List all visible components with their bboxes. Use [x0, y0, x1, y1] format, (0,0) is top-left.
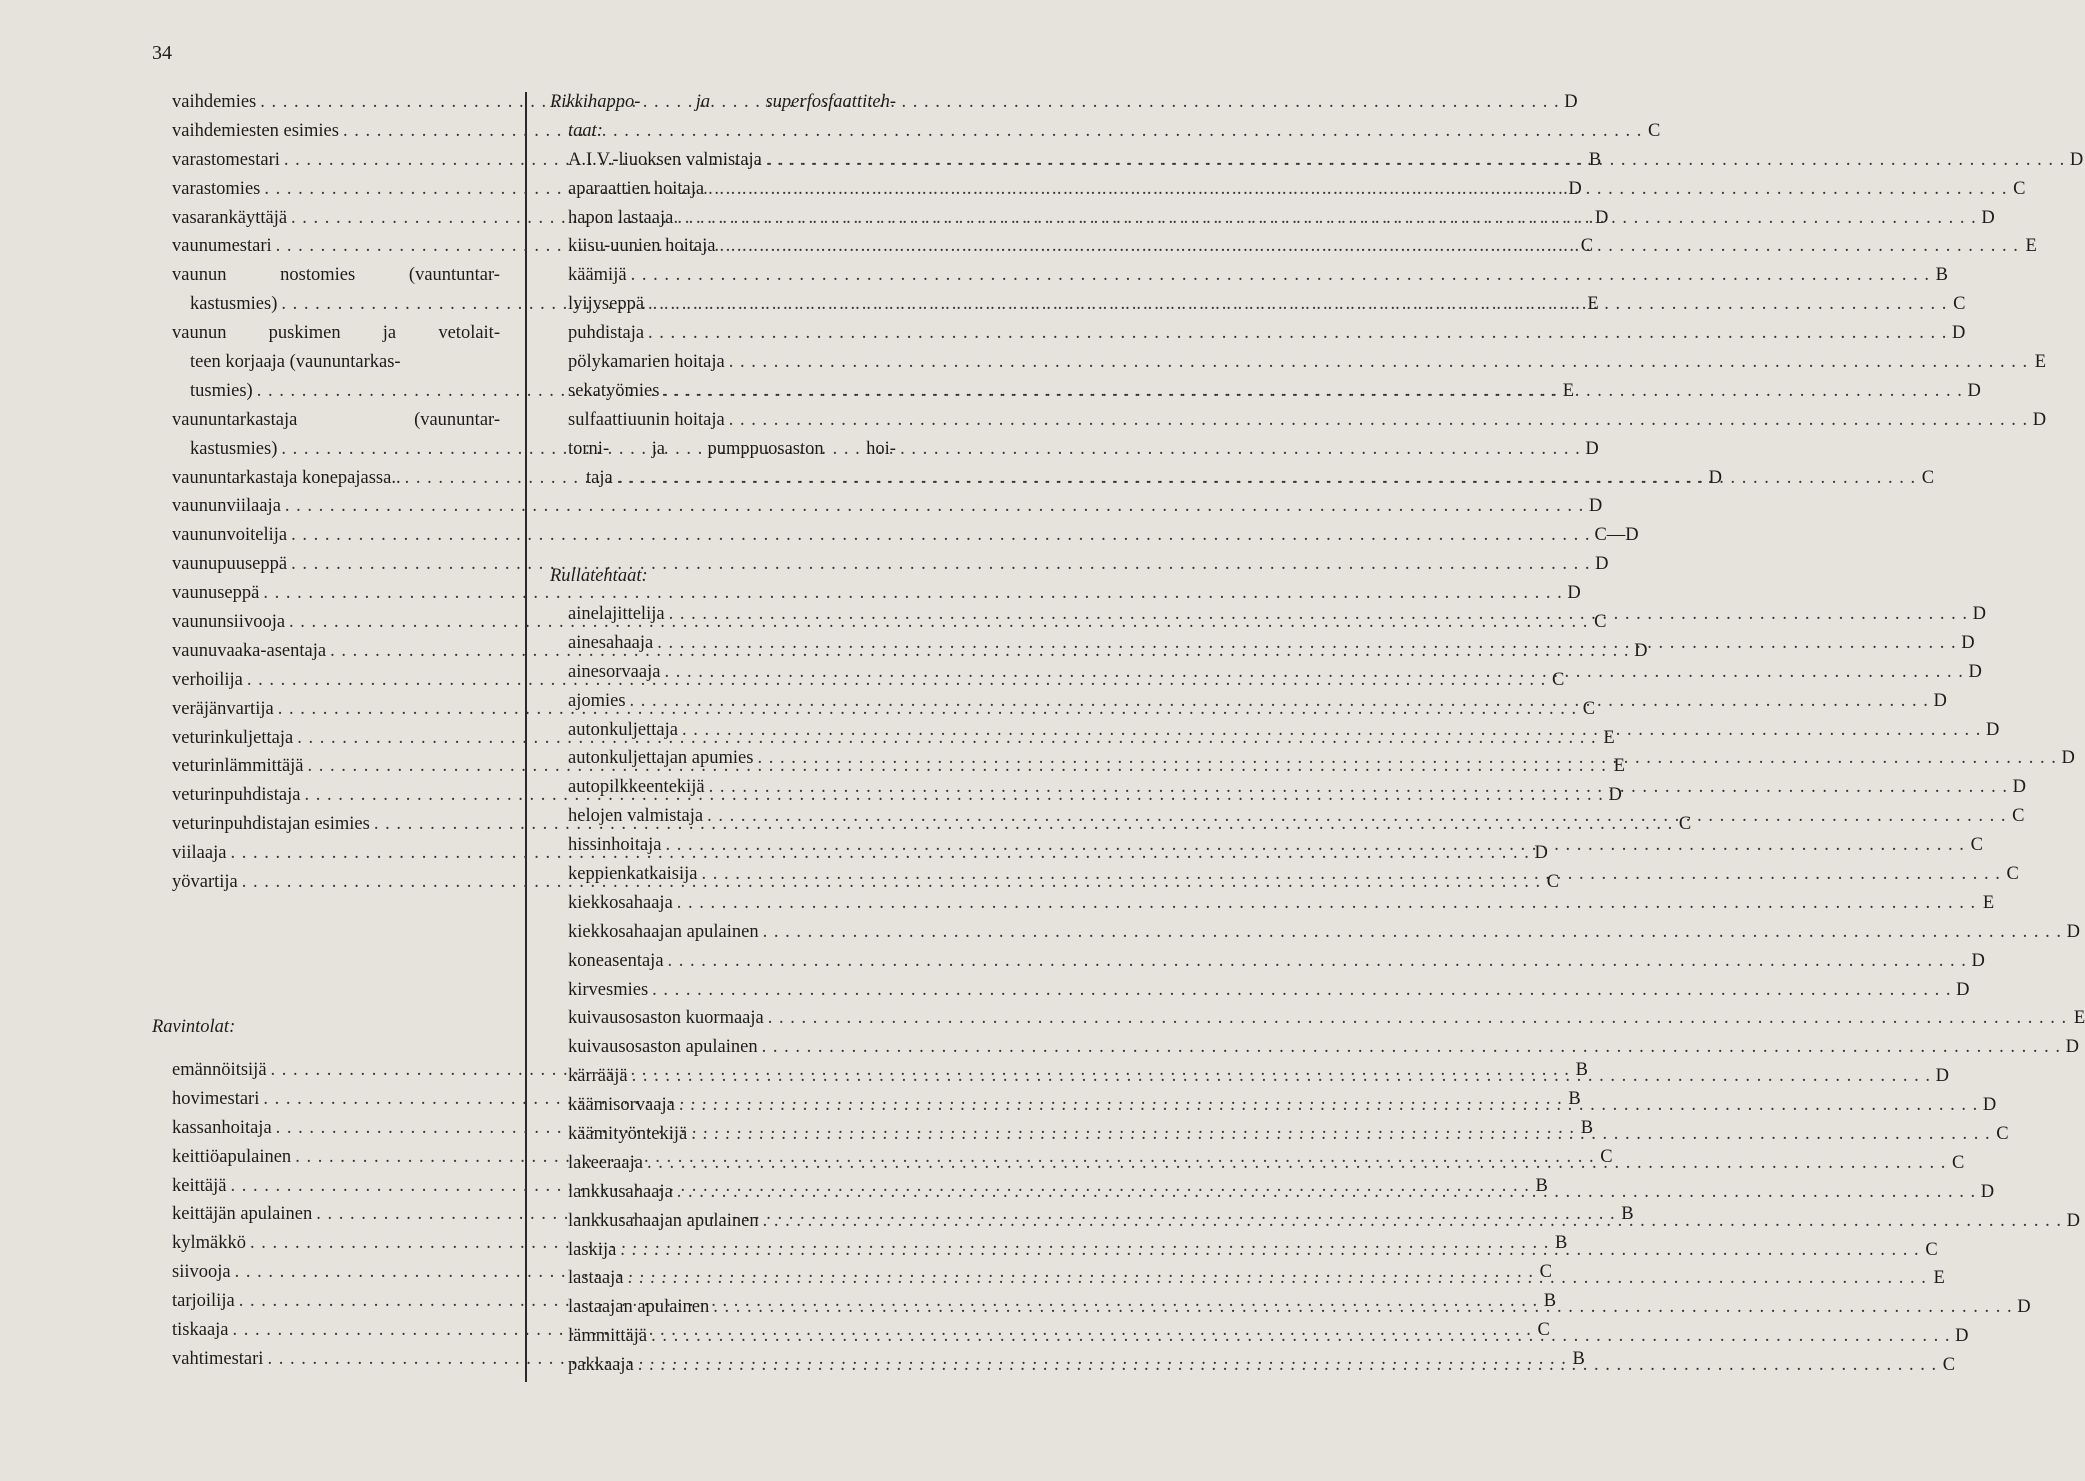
entry-name: ainesahaaja [568, 632, 654, 653]
grade: D [2066, 1210, 2080, 1231]
list-item [172, 464, 1722, 493]
leader-dots [260, 88, 1559, 117]
entry-text: ja [382, 323, 397, 344]
grade: D [1952, 323, 1966, 344]
grade: C [1996, 1124, 2009, 1145]
grade: C—D [1594, 525, 1639, 546]
grade: D [1534, 843, 1548, 864]
grade: C [2012, 806, 2025, 827]
grade: D [1595, 554, 1609, 575]
leader-dots [668, 947, 1967, 976]
grade: B [1535, 1175, 1548, 1196]
entry-name: vaihdemies [172, 92, 257, 112]
grade: D [1708, 467, 1722, 488]
list-item [568, 1351, 1956, 1380]
entry-text: (vauntuntar- [408, 265, 500, 286]
grade: D [1568, 178, 1582, 199]
list-item [172, 579, 1581, 608]
entry-text: kastusmies) [190, 294, 278, 315]
entry-name: kylmäkkö [172, 1233, 246, 1254]
list-item [568, 1264, 1945, 1293]
list-item [568, 1149, 1965, 1178]
grade: D [1968, 661, 1982, 682]
entry-name: veturinpuhdistaja [172, 785, 301, 806]
list-item [568, 687, 1947, 716]
list-item [172, 492, 1603, 521]
grade: D [1634, 640, 1648, 661]
entry-name: A.I.V.-liuoksen valmistaja [568, 149, 762, 170]
grade: D [1972, 604, 1986, 624]
entry-name: sekatyömies [568, 380, 660, 401]
list-item [568, 204, 1995, 233]
entry-name: kärrääjä [568, 1066, 628, 1087]
grade: D [1967, 380, 1981, 401]
entry-name: ainesorvaaja [568, 661, 661, 682]
entry-name: lyijyseppä [568, 294, 645, 315]
grade: C [1546, 872, 1560, 893]
leader-dots [657, 629, 1956, 658]
entry-name: kiekkosahaajan apulainen [568, 921, 759, 942]
leader-dots [701, 860, 2000, 889]
grade: D [1567, 583, 1581, 604]
grade: C [1580, 236, 1594, 257]
entry-name: vaunumestari [172, 236, 272, 257]
leader-dots [682, 716, 1981, 745]
leader-dots [647, 1149, 1946, 1178]
grade: B [1580, 1117, 1594, 1138]
leader-dots [708, 175, 2007, 204]
grade: C [1678, 814, 1692, 835]
grade: D [1980, 1181, 1995, 1202]
grade: C [1582, 698, 1596, 719]
leader-dots [713, 1293, 2012, 1322]
list-item [568, 1293, 2031, 1322]
leader-dots [648, 290, 1947, 319]
entry-name: autonkuljettaja [568, 719, 678, 740]
grade: D [2069, 149, 2084, 170]
grade: D [2061, 748, 2075, 769]
entry-name: varastomies [172, 178, 261, 199]
entry-name: veturinkuljettaja [172, 727, 294, 748]
list-item [172, 521, 1639, 550]
rikkihappo-list [568, 146, 2084, 435]
entry-name: koneasentaja [568, 950, 664, 971]
entry-text: vaunun [172, 265, 227, 286]
list-item [568, 232, 2037, 261]
grade: D [1588, 496, 1603, 517]
entry-name: tiskaaja [172, 1320, 229, 1341]
grade: E [1587, 294, 1599, 315]
entry-name: autopilkkeentekijä [568, 777, 705, 798]
leader-dots [709, 773, 2008, 802]
entry-name: hissinhoitaja [568, 835, 662, 856]
grade: D [1961, 632, 1975, 653]
grade: D [1955, 1326, 1969, 1347]
grade: B [1555, 1233, 1568, 1254]
grade: C [1537, 1320, 1550, 1341]
grade: C [1921, 467, 1935, 488]
grade: D [1564, 92, 1578, 112]
leader-dots [757, 744, 2056, 773]
grade: D [1933, 690, 1947, 711]
section-title-rikkihappo-cont: taat: [568, 120, 603, 141]
rullatehtaat-list [568, 600, 2085, 1380]
entry-name: verhoilija [172, 669, 243, 690]
list-item [568, 1091, 1997, 1120]
list-item [568, 860, 2019, 889]
list-item [568, 744, 2075, 773]
entry-name: keppienkatkaisija [568, 864, 698, 885]
grade: D [1981, 207, 1995, 228]
grade: C [1539, 1262, 1552, 1283]
grade: B [1621, 1204, 1634, 1225]
leader-dots [707, 802, 2006, 831]
grade: C [1594, 612, 1607, 633]
list-item [568, 348, 2047, 377]
entry-text: (vaununtar- [414, 409, 500, 430]
entry-name: vaunupuuseppä [172, 554, 288, 575]
list-item [568, 261, 1948, 290]
grade: D [1971, 950, 1985, 971]
leader-dots [666, 831, 1965, 860]
list-item [568, 716, 2000, 745]
leader-dots [729, 406, 2028, 435]
entry-name: lankkusahaajan apulainen [568, 1210, 759, 1231]
leader-dots [768, 1004, 2067, 1033]
grade: B [1588, 149, 1602, 170]
grade: C [1600, 1146, 1613, 1167]
grade: E [1562, 380, 1575, 401]
grade: B [1543, 1291, 1557, 1312]
entry-name: käämijä [568, 265, 627, 286]
list-item [568, 773, 2027, 802]
leader-dots [763, 918, 2062, 947]
leader-dots [617, 464, 1916, 493]
grade: B [1568, 1088, 1581, 1109]
leader-dots [620, 1236, 1919, 1265]
leader-dots [343, 117, 1642, 146]
entry-name: hovimestari [172, 1088, 260, 1109]
entry-name: sulfaattiuunin hoitaja [568, 409, 725, 430]
leader-dots [630, 687, 1929, 716]
leader-dots [679, 1091, 1978, 1120]
entry-name: kassanhoitaja [172, 1117, 272, 1138]
grade: D [1956, 979, 1970, 1000]
entry-name: emännöitsijä [172, 1060, 267, 1080]
leader-dots [652, 976, 1951, 1005]
entry-name: ajomies [568, 690, 626, 711]
leader-dots [729, 348, 2028, 377]
entry-name: veturinlämmittäjä [172, 756, 304, 777]
section-title-rikkihappo: Rikkihappo- ja superfosfaattiteh- [550, 92, 896, 112]
entry-name: viilaaja [172, 843, 227, 864]
entry-name: lakeeraaja [568, 1152, 643, 1173]
leader-dots [281, 435, 1580, 464]
grade: C [2006, 864, 2019, 885]
leader-dots [677, 204, 1976, 233]
grade: B [1572, 1348, 1585, 1369]
list-item [568, 629, 1975, 658]
list-item [568, 406, 2047, 435]
list-item [568, 1004, 2085, 1033]
grade: C [1648, 120, 1661, 141]
grade: D [1595, 207, 1609, 228]
entry-text: vetolait- [438, 323, 500, 344]
entry-name: pölykamarien hoitaja [568, 352, 725, 373]
leader-dots [638, 1351, 1937, 1380]
list-item [568, 1120, 2009, 1149]
list-item [568, 377, 1981, 406]
entry-name: puhdistaja [568, 323, 645, 344]
page-number: 34 [152, 42, 172, 64]
grade: C [1925, 1239, 1938, 1260]
entry-text: tusmies) [190, 380, 253, 401]
entry-name: veturinpuhdistajan esimies [172, 814, 370, 835]
entry-name: keittäjän apulainen [172, 1204, 313, 1225]
grade: E [2073, 1008, 2085, 1029]
leader-dots [677, 889, 1976, 918]
entry-name: lämmittäjä [568, 1326, 648, 1347]
grade: C [1953, 294, 1966, 315]
grade: D [1982, 1095, 1997, 1116]
entry-name: kiisu-uunien hoitaja [568, 236, 716, 257]
list-item [568, 1062, 1949, 1091]
grade: C [1942, 1355, 1956, 1376]
grade: D [1985, 719, 2000, 740]
grade: C [2013, 178, 2026, 199]
leader-dots [664, 658, 1963, 687]
grade: C [1952, 1152, 1965, 1173]
grade: E [1613, 756, 1625, 777]
section-title-ravintolat: Ravintolat: [152, 1017, 236, 1037]
entry-name: vaihdemiesten esimies [172, 120, 339, 141]
entry-text: vaununtarkastaja [172, 409, 298, 430]
grade: C [1970, 835, 1983, 856]
entry-name: laskija [568, 1239, 617, 1260]
grade: D [1935, 1066, 1949, 1087]
entry-name: lastaajan apulainen [568, 1297, 710, 1318]
grade: B [1935, 265, 1948, 286]
entry-name: lankkusahaaja [568, 1181, 673, 1202]
list-item [568, 1033, 2079, 1062]
grade: D [1585, 438, 1599, 459]
leader-dots [766, 146, 2065, 175]
entry-name: vaununviilaaja [172, 496, 281, 517]
list-item [568, 1178, 1995, 1207]
entry-name: lastaaja [568, 1268, 624, 1289]
grade: C [1551, 669, 1565, 690]
leader-dots [648, 319, 1947, 348]
leader-dots [285, 492, 1584, 521]
list-item [568, 947, 1985, 976]
entry-text: puskimen [268, 323, 341, 344]
grade: E [1603, 727, 1615, 748]
list-item [568, 889, 1995, 918]
leader-dots [719, 232, 2018, 261]
right-column [550, 88, 2084, 492]
entry-name: keittäjä [172, 1175, 227, 1196]
entry-name: kirvesmies [568, 979, 649, 1000]
leader-dots [631, 261, 1930, 290]
leader-dots [627, 1264, 1926, 1293]
list-item [568, 1322, 1969, 1351]
list-item [568, 1207, 2080, 1236]
grade: E [1933, 1268, 1945, 1289]
entry-name: hapon lastaaja [568, 207, 674, 228]
grade: E [1982, 892, 1995, 913]
entry-name: helojen valmistaja [568, 806, 704, 827]
list-item [568, 831, 1983, 860]
entry-name: veräjänvartija [172, 698, 274, 719]
entry-name: kuivausosaston kuormaaja [568, 1008, 764, 1029]
grade: D [2066, 921, 2080, 942]
leader-dots [651, 1322, 1950, 1351]
entry-torni: torni- ja pumppuosaston hoi- taja . . . C [568, 435, 896, 493]
list-item [568, 319, 1966, 348]
entry-name: autonkuljettajan apumies [568, 748, 754, 769]
entry-text: kastusmies) [190, 438, 278, 459]
grade: D [2065, 1037, 2079, 1058]
grade: D [2012, 777, 2027, 798]
list-item [568, 146, 2084, 175]
grade: B [1575, 1060, 1588, 1080]
list-item [568, 175, 2026, 204]
list-item [568, 600, 1986, 629]
entry-name: käämisorvaaja [568, 1095, 675, 1116]
list-item [568, 976, 1970, 1005]
entry-name: vaununvoitelija [172, 525, 288, 546]
entry-name: vaununtarkastaja konepajassa.. [172, 467, 401, 488]
leader-dots [763, 1207, 2062, 1236]
entry-text: teen korjaaja (vaununtarkas- [190, 352, 401, 373]
list-item [568, 290, 1966, 319]
entry-name: kiekkosahaaja [568, 892, 673, 913]
grade: E [2025, 236, 2037, 257]
list-item [568, 918, 2080, 947]
entry-text: nostomies [280, 265, 356, 286]
leader-dots [291, 521, 1590, 550]
grade: D [2032, 409, 2047, 430]
grade: D [2017, 1297, 2031, 1318]
entry-name: siivooja [172, 1262, 231, 1283]
entry-name: vaunuseppä [172, 583, 260, 604]
list-item [568, 658, 1982, 687]
entry-name: ainelajittelija [568, 604, 665, 624]
list-item [568, 1236, 1938, 1265]
leader-dots [291, 550, 1590, 579]
leader-dots [691, 1120, 1990, 1149]
section-title-rullatehtaat: Rullatehtaat: [550, 566, 648, 586]
entry-name: vahtimestari [172, 1348, 264, 1369]
leader-dots [632, 1062, 1931, 1091]
grade: E [2034, 352, 2047, 373]
entry-name: kuivausosaston apulainen [568, 1037, 758, 1058]
entry-name: käämityöntekijä [568, 1124, 688, 1145]
entry-name: vasarankäyttäjä [172, 207, 288, 228]
leader-dots [663, 377, 1962, 406]
grade: D [1608, 785, 1622, 806]
leader-dots [762, 1033, 2061, 1062]
entry-name: varastomestari [172, 149, 280, 170]
entry-name: vaununsiivooja [172, 612, 286, 633]
entry-name: pakkaaja [568, 1355, 634, 1376]
entry-name: yövartija [172, 872, 238, 893]
leader-dots [669, 600, 1968, 629]
entry-name: keittiöapulainen [172, 1146, 292, 1167]
list-item [568, 802, 2025, 831]
entry-name: tarjoilija [172, 1291, 235, 1312]
entry-name: vaunuvaaka-asentaja [172, 640, 327, 661]
entry-text: vaunun [172, 323, 227, 344]
leader-dots [677, 1178, 1976, 1207]
entry-name: aparaattien hoitaja [568, 178, 705, 199]
